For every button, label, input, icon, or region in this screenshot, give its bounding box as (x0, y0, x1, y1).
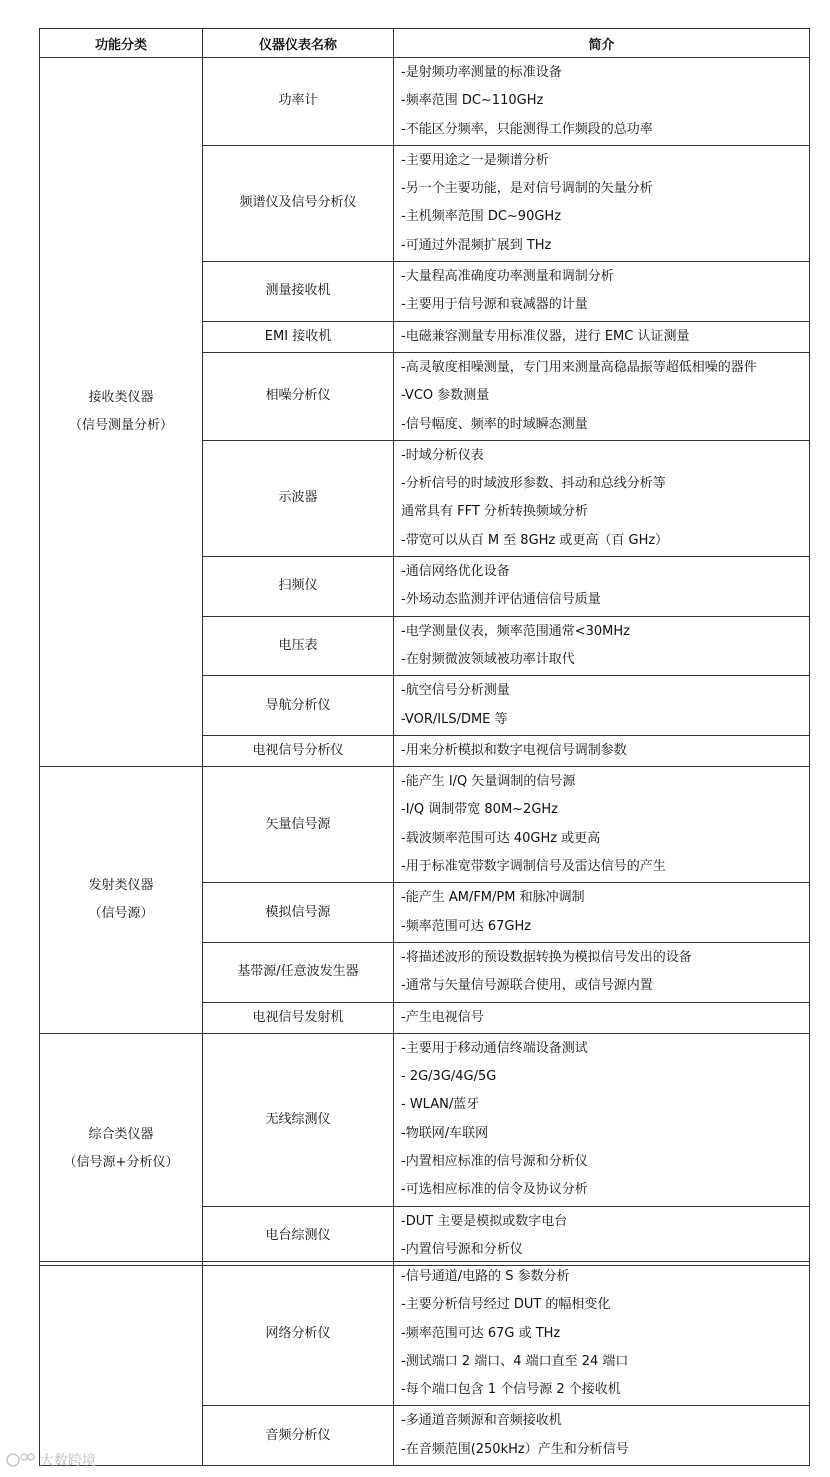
instrument-description (394, 1406, 810, 1466)
watermark-logo-icon (6, 1451, 36, 1469)
instrument-name: 相噪分析仪 (203, 352, 394, 440)
description-line: -航空信号分析测量 (401, 683, 510, 699)
instrument-description (394, 767, 810, 883)
description-line: -电磁兼容测量专用标准仪器，进行 EMC 认证测量 (401, 328, 690, 344)
description-line: -时域分析仪表 (401, 447, 484, 463)
instrument-description (394, 262, 810, 322)
description-line: -主要分析信号经过 DUT 的幅相变化 (401, 1297, 611, 1313)
description-line: -能产生 I/Q 矢量调制的信号源 (401, 774, 576, 790)
category-label: （信号源+分析仪） (63, 1155, 179, 1171)
instrument-description (394, 58, 810, 146)
category-cell (40, 58, 203, 767)
instrument-name: 模拟信号源 (203, 883, 394, 943)
instrument-description (394, 1206, 810, 1266)
instrument-description (394, 1033, 810, 1206)
description-line: -在音频范围(250kHz）产生和分析信号 (401, 1441, 629, 1457)
description-line: -是射频功率测量的标准设备 (401, 65, 562, 80)
table-row (40, 1033, 810, 1206)
description-line: -高灵敏度相噪测量，专门用来测量高稳晶振等超低相噪的器件 (401, 359, 757, 375)
description-line: -大量程高准确度功率测量和调制分析 (401, 269, 614, 285)
instrument-description (394, 321, 810, 352)
header-name: 仪器仪表名称 (203, 29, 394, 58)
instrument-name: 功率计 (203, 58, 394, 146)
instrument-description (394, 440, 810, 556)
instrument-description (394, 616, 810, 676)
instrument-name: 扫频仪 (203, 557, 394, 617)
category-cell (40, 1262, 203, 1466)
description-line: -通常与矢量信号源联合使用，或信号源内置 (401, 978, 653, 994)
description-line: -DUT 主要是模拟或数字电台 (401, 1213, 568, 1229)
instrument-name: EMI 接收机 (203, 321, 394, 352)
instrument-table (39, 28, 810, 1266)
description-line: - 2G/3G/4G/5G (401, 1069, 497, 1085)
category-label: 发射类仪器 (88, 877, 154, 893)
description-line: -VOR/ILS/DME 等 (401, 711, 508, 727)
watermark (6, 1450, 96, 1470)
instrument-name: 电压表 (203, 616, 394, 676)
instrument-description (394, 883, 810, 943)
description-line: -通信网络优化设备 (401, 564, 510, 580)
instrument-name: 示波器 (203, 440, 394, 556)
description-line: -外场动态监测并评估通信信号质量 (401, 592, 601, 608)
header-description: 简介 (394, 29, 810, 58)
instrument-description (394, 1002, 810, 1033)
instrument-name: 测量接收机 (203, 262, 394, 322)
instrument-description (394, 557, 810, 617)
description-line: -能产生 AM/FM/PM 和脉冲调制 (401, 890, 585, 906)
header-row (40, 29, 810, 58)
instrument-description (394, 1262, 810, 1406)
instrument-name: 导航分析仪 (203, 676, 394, 736)
category-label: （信号测量分析） (68, 418, 173, 434)
table-row (40, 1262, 810, 1406)
description-line: -信号幅度、频率的时域瞬态测量 (401, 416, 588, 432)
description-line: -主要用于信号源和衰减器的计量 (401, 297, 588, 313)
description-line: -将描述波形的预设数据转换为模拟信号发出的设备 (401, 949, 692, 965)
instrument-name: 电视信号分析仪 (203, 735, 394, 766)
description-line: -物联网/车联网 (401, 1125, 489, 1141)
description-line: 通常具有 FFT 分析转换频域分析 (401, 504, 588, 520)
table-row (40, 58, 810, 146)
description-line: -用来分析模拟和数字电视信号调制参数 (401, 742, 627, 758)
instrument-description (394, 735, 810, 766)
description-line: -不能区分频率，只能测得工作频段的总功率 (401, 121, 653, 137)
description-line: -带宽可以从百 M 至 8GHz 或更高（百 GHz） (401, 532, 669, 548)
instrument-name: 基带源/任意波发生器 (203, 942, 394, 1002)
description-line: -每个端口包含 1 个信号源 2 个接收机 (401, 1382, 621, 1398)
instrument-name: 电视信号发射机 (203, 1002, 394, 1033)
watermark-text: 大数跨境 (40, 1453, 96, 1469)
instrument-description (394, 942, 810, 1002)
description-line: - WLAN/蓝牙 (401, 1097, 480, 1113)
category-label: （信号源） (88, 905, 154, 921)
description-line: -内置信号源和分析仪 (401, 1241, 523, 1257)
header-category: 功能分类 (40, 29, 203, 58)
description-line: -多通道音频源和音频接收机 (401, 1413, 562, 1429)
description-line: -内置相应标准的信号源和分析仪 (401, 1153, 588, 1169)
description-line: -主要用于移动通信终端设备测试 (401, 1040, 588, 1056)
category-cell (40, 1033, 203, 1265)
description-line: -频率范围 DC~110GHz (401, 93, 544, 109)
description-line: -频率范围可达 67G 或 THz (401, 1325, 561, 1341)
description-line: -电学测量仪表，频率范围通常<30MHz (401, 623, 630, 639)
description-line: -在射频微波领域被功率计取代 (401, 651, 575, 667)
instrument-name: 频谱仪及信号分析仪 (203, 145, 394, 261)
instrument-name: 电台综测仪 (203, 1206, 394, 1266)
description-line: -可选相应标准的信令及协议分析 (401, 1182, 588, 1198)
instrument-description (394, 676, 810, 736)
description-line: -主要用途之一是频谱分析 (401, 152, 549, 168)
description-line: -信号通道/电路的 S 参数分析 (401, 1269, 570, 1284)
description-line: -频率范围可达 67GHz (401, 918, 532, 934)
description-line: -VCO 参数测量 (401, 388, 490, 404)
description-line: -另一个主要功能，是对信号调制的矢量分析 (401, 181, 653, 197)
description-line: -可通过外混频扩展到 THz (401, 237, 552, 253)
instrument-name: 矢量信号源 (203, 767, 394, 883)
instrument-name: 无线综测仪 (203, 1033, 394, 1206)
description-line: -产生电视信号 (401, 1009, 484, 1025)
category-label: 接收类仪器 (88, 390, 154, 406)
instrument-name: 网络分析仪 (203, 1262, 394, 1406)
description-line: -分析信号的时域波形参数、抖动和总线分析等 (401, 476, 666, 492)
description-line: -载波频率范围可达 40GHz 或更高 (401, 830, 601, 846)
instrument-name: 音频分析仪 (203, 1406, 394, 1466)
instrument-description (394, 352, 810, 440)
description-line: -I/Q 调制带宽 80M~2GHz (401, 802, 558, 818)
description-line: -用于标准宽带数字调制信号及雷达信号的产生 (401, 859, 666, 875)
description-line: -主机频率范围 DC~90GHz (401, 209, 562, 225)
instrument-table-continued (39, 1261, 810, 1466)
description-line: -测试端口 2 端口、4 端口直至 24 端口 (401, 1353, 629, 1369)
table-row (40, 767, 810, 883)
instrument-description (394, 145, 810, 261)
category-label: 综合类仪器 (88, 1127, 154, 1143)
category-cell (40, 767, 203, 1034)
